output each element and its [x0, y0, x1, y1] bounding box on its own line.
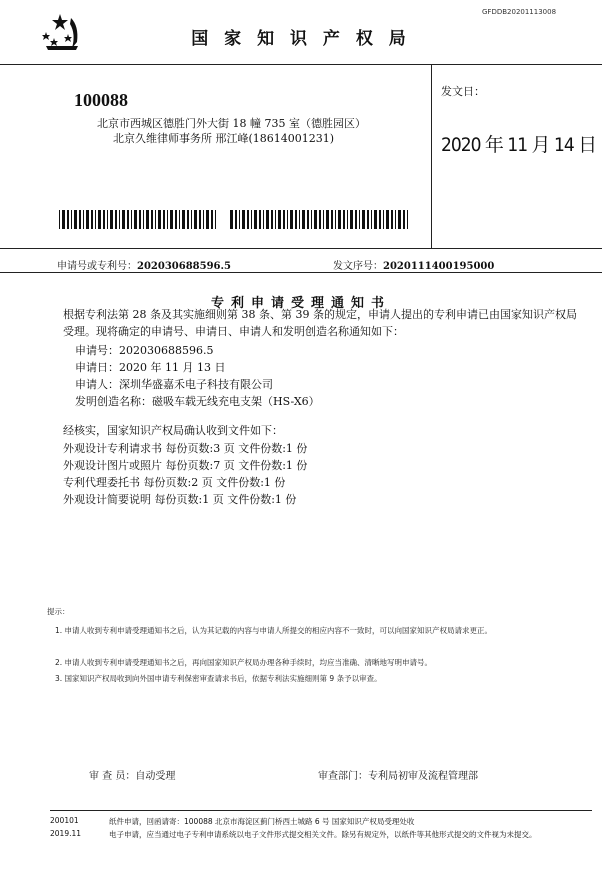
numbers-top-rule — [0, 248, 602, 249]
serial-number: 2020111400195000 — [383, 261, 495, 272]
notice-title: 专利申请受理通知书 — [210, 296, 391, 311]
tip-item-2: 2. 申请人收到专利申请受理通知书之后，再向国家知识产权局办理各种手续时，均应当准确、清晰地写明申请号。 — [55, 658, 433, 667]
serial-number-label: 发文序号： — [333, 261, 383, 272]
received-file-3: 专利代理委托书 每份页数:2 页 文件份数:1 份 — [63, 476, 286, 489]
footer-line-2: 电子申请，应当通过电子专利申请系统以电子文件形式提交相关文件。除另有规定外，以纸件等其他形式提交的文件视为未提交。 — [109, 830, 537, 839]
field-design-name: 发明创造名称：磁吸车载无线充电支架（HS-X6） — [75, 395, 320, 408]
examiner: 审 查 员：自动受理 — [89, 771, 176, 782]
field-applicant: 申请人：深圳华盛嘉禾电子科技有限公司 — [75, 378, 273, 391]
send-date-label: 发文日： — [441, 85, 485, 98]
footer-code-2: 2019.11 — [50, 829, 82, 838]
field-application-date: 申请日：2020 年 11 月 13 日 — [75, 361, 226, 374]
serial-number-row — [333, 254, 494, 273]
tip-item-1: 1. 申请人收到专利申请受理通知书之后，认为其记载的内容与申请人所提交的相应内容不一致时，可以向国家知识产权局请求更正。 — [55, 626, 493, 635]
footer-code-1: 200101 — [50, 816, 79, 825]
address-line-2: 北京久维律师事务所 邢江峰(18614001231) — [113, 132, 335, 145]
application-number-label: 申请号或专利号： — [57, 261, 137, 272]
received-file-1: 外观设计专利请求书 每份页数:3 页 文件份数:1 份 — [63, 442, 308, 455]
numbers-bottom-rule — [0, 272, 602, 273]
header-rule — [0, 64, 602, 65]
barcode-left — [59, 210, 216, 229]
document-code: GFDDB20201113008 — [482, 8, 557, 16]
notice-intro: 根据专利法第 28 条及其实施细则第 38 条、第 39 条的规定，申请人提出的专利申请已由国家知识产权局受理。现将确定的申请号、申请日、申请人和发明创造名称通知如下： — [63, 308, 577, 338]
tip-item-3: 3. 国家知识产权局收到向外国申请专利保密审查请求书后，依据专利法实施细则第 9 条予以审查。 — [55, 674, 382, 683]
address-line-1: 北京市西城区德胜门外大街 18 幢 735 室（德胜园区） — [97, 117, 366, 130]
postcode: 100088 — [74, 90, 128, 110]
footer-rule — [50, 810, 592, 811]
received-file-4: 外观设计简要说明 每份页数:1 页 文件份数:1 份 — [63, 493, 297, 506]
tips-heading: 提示： — [47, 607, 70, 616]
header-divider — [431, 64, 432, 248]
barcode-right — [230, 210, 410, 229]
footer-line-1: 纸件申请，回函请寄：100088 北京市海淀区蓟门桥西土城路 6 号 国家知识产权局受理处收 — [109, 817, 415, 826]
application-number-row — [57, 254, 231, 273]
received-file-2: 外观设计图片或照片 每份页数:7 页 文件份数:1 份 — [63, 459, 308, 472]
examining-department: 审查部门：专利局初审及流程管理部 — [318, 771, 478, 782]
agency-name: 国 家 知 识 产 权 局 — [191, 29, 411, 49]
send-date: 2020 年 11 月 14 日 — [441, 134, 597, 156]
received-intro: 经核实，国家知识产权局确认收到文件如下： — [63, 424, 283, 437]
application-number: 202030688596.5 — [137, 261, 231, 272]
field-application-number: 申请号：202030688596.5 — [75, 344, 214, 357]
